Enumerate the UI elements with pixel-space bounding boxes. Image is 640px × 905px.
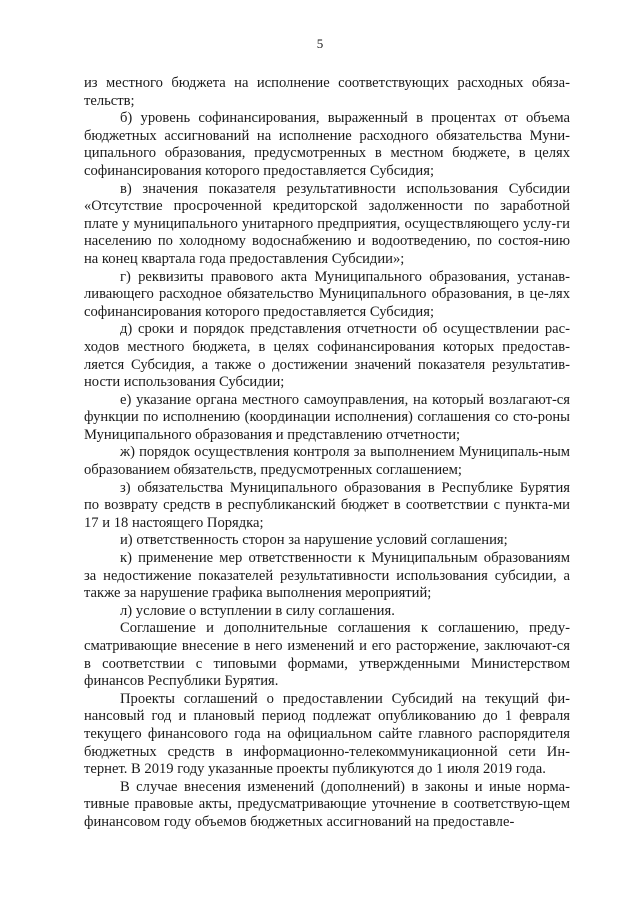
paragraph-item-z: з) обязательства Муниципального образования в Республике Бурятия по возврату средств в республиканский бюджет в соответствии с пункта-ми 17 и 18 настоящего Порядка; xyxy=(84,479,570,531)
paragraph-item-l: л) условие о вступлении в силу соглашения. xyxy=(120,602,395,619)
page-number: 5 xyxy=(316,36,324,51)
paragraph-item-zh: ж) порядок осуществления контроля за выполнением Муниципаль-ным образованием обязательств, предусмотренных соглашением; xyxy=(84,444,570,479)
paragraph-amendments: В случае внесения изменений (дополнений) в законы и иные норма-тивные правовые акты, предусматривающие уточнение в соответствую-щем финансовом году объемов бюджетных ассигнований на предоставле- xyxy=(84,778,570,830)
paragraph-continuation: из местного бюджета на исполнение соответствующих расходных обяза-тельств; xyxy=(84,75,570,109)
document-body xyxy=(84,75,570,832)
paragraph-item-k: к) применение мер ответственности к Муниципальным образованиям за недостижение показателей результативности использования субсидии, а также за нарушение графика выполнения мероприятий; xyxy=(84,550,570,602)
paragraph-agreements: Соглашение и дополнительные соглашения к соглашению, преду-сматривающие внесение в него изменений и его расторжение, заключают-ся в соответствии с типовыми формами, утвержденными Министерством финансов Республики Бурятия. xyxy=(84,620,570,690)
paragraph-item-g: г) реквизиты правового акта Муниципального образования, устанав-ливающего расходное обязательство Муниципального образования, в це-лях софинансирования которого предоставляется Субсидия; xyxy=(84,268,570,320)
paragraph-item-e: е) указание органа местного самоуправления, на который возлагают-ся функции по исполнению (координации исполнения) соглашения со сто-роны Муниципального образования и представлению отчетности; xyxy=(84,391,570,443)
paragraph-item-b: б) уровень софинансирования, выраженный в процентах от объема бюджетных ассигнований на исполнение расходного обязательства Муни-ципального образования, предусмотренных в местном бюджете, в целях софинансирования которого предоставляется Субсидия; xyxy=(84,110,570,179)
paragraph-draft-publication: Проекты соглашений о предоставлении Субсидий на текущий фи-нансовый год и плановый период подлежат опубликованию до 1 февраля текущего финансового года на официальном сайте главного распорядителя бюджетных средств в информационно-телекоммуникационной сети Ин-тернет. В 2019 году указанные проекты публикуются до 1 июля 2019 года. xyxy=(84,690,570,778)
paragraph-item-v: в) значения показателя результативности использования Субсидии «Отсутствие просроченной кредиторской задолженности по заработной плате у муниципального унитарного предприятия, осуществляющего услу-ги населению по холодному водоснабжению и водоотведению, по состоя-нию на конец квартала года предоставления Субсидии»; xyxy=(84,180,570,267)
paragraph-item-d: д) сроки и порядок представления отчетности об осуществлении рас-ходов местного бюджета, в целях софинансирования которых предостав-ляется Субсидия, а также о достижении значений показателя результатив-ности использования Субсидии; xyxy=(84,321,570,391)
paragraph-item-i: и) ответственность сторон за нарушение условий соглашения; xyxy=(120,532,508,549)
